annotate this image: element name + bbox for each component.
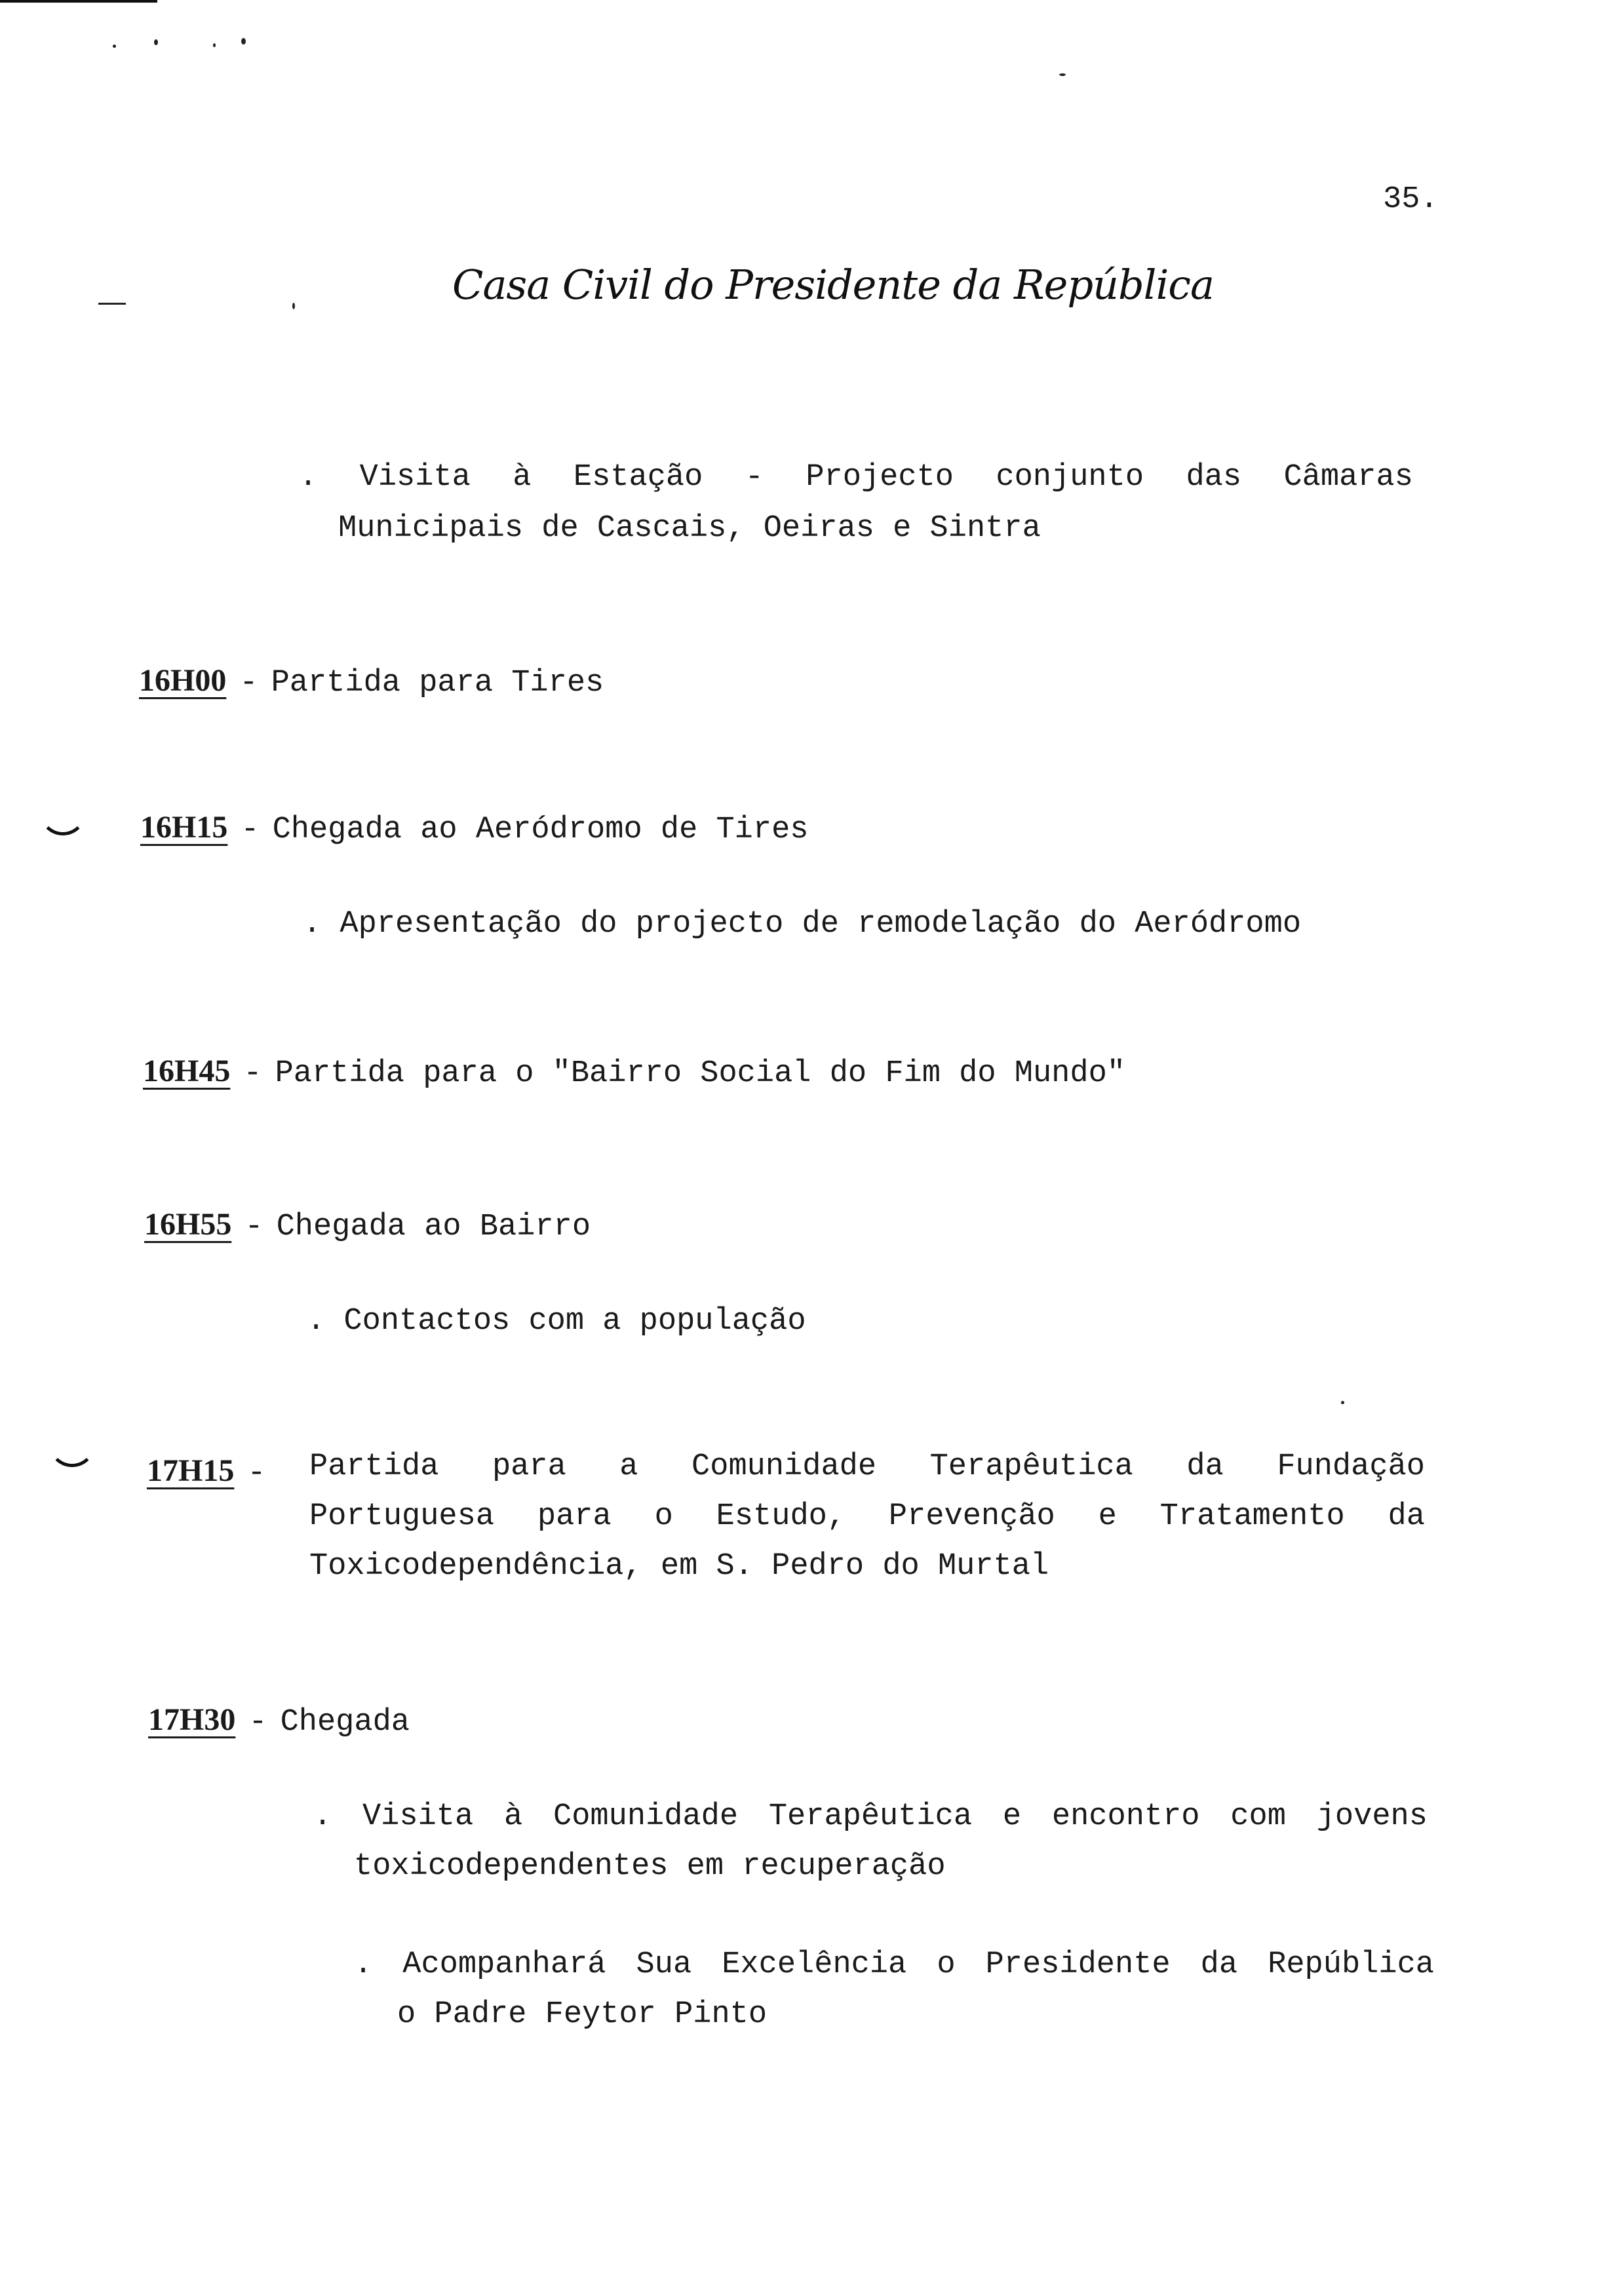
entry-text-line-2: Portuguesa para o Estudo, Prevenção e Tratamento da: [309, 1499, 1425, 1534]
scan-speck: [213, 43, 216, 47]
page-number: 35.: [1383, 182, 1439, 217]
entry-time: 16H55: [144, 1207, 232, 1242]
entry-bullet-2-line-2: o Padre Feytor Pinto: [397, 1997, 768, 2032]
intro-line-1: . Visita à Estação - Projecto conjunto das Câmaras: [299, 460, 1413, 495]
schedule-entry: 16H45 - Partida para o "Bairro Social do Fim do Mundo": [143, 1046, 1125, 1100]
scan-speck: [241, 38, 246, 45]
schedule-entry: 16H15 - Chegada ao Aeródromo de Tires: [140, 802, 809, 856]
scan-speck: [154, 39, 158, 45]
entry-time: 17H15: [147, 1453, 235, 1488]
entry-bullet-1-line-1: . Visita à Comunidade Terapêutica e encontro com jovens: [313, 1799, 1428, 1834]
letterhead-logo: Casa Civil do Presidente da República: [452, 261, 1214, 309]
intro-item: [299, 452, 1413, 503]
scan-speck: [1341, 1401, 1344, 1404]
entry-time: 16H45: [143, 1054, 231, 1088]
schedule-entry: 17H15 -: [147, 1445, 279, 1499]
scan-speck: [292, 303, 295, 309]
entry-text: Partida para o "Bairro Social do Fim do Mundo": [275, 1056, 1125, 1091]
margin-check-mark: [49, 1442, 96, 1467]
scan-edge-line: [0, 0, 157, 3]
schedule-entry: 16H00 - Partida para Tires: [139, 655, 604, 709]
entry-text: Partida para Tires: [271, 666, 604, 700]
scan-speck: [1059, 73, 1066, 76]
margin-check-mark: [39, 810, 87, 835]
scan-speck: [98, 303, 126, 305]
entry-text: Chegada: [280, 1705, 410, 1740]
entry-time: 17H30: [148, 1702, 236, 1737]
entry-text: Chegada ao Bairro: [276, 1210, 591, 1244]
scan-speck: [113, 45, 116, 48]
entry-text-line-1: Partida para a Comunidade Terapêutica da Fundação: [309, 1449, 1425, 1484]
entry-time: 16H15: [140, 810, 228, 845]
entry-bullet-2-line-1: . Acompanhará Sua Excelência o Presidente da República: [354, 1947, 1434, 1982]
entry-bullet: . Apresentação do projecto de remodelação do Aeródromo: [303, 907, 1302, 942]
entry-time: 16H00: [139, 663, 227, 698]
schedule-entry: 16H55 - Chegada ao Bairro: [144, 1199, 591, 1253]
entry-bullet: . Contactos com a população: [307, 1304, 806, 1339]
entry-bullet-1-line-2: toxicodependentes em recuperação: [354, 1849, 946, 1884]
entry-text-line-3: Toxicodependência, em S. Pedro do Murtal: [309, 1549, 1049, 1584]
schedule-entry: 17H30 - Chegada: [148, 1694, 410, 1748]
entry-text: Chegada ao Aeródromo de Tires: [272, 813, 809, 847]
intro-line-2: Municipais de Cascais, Oeiras e Sintra: [338, 511, 1041, 546]
